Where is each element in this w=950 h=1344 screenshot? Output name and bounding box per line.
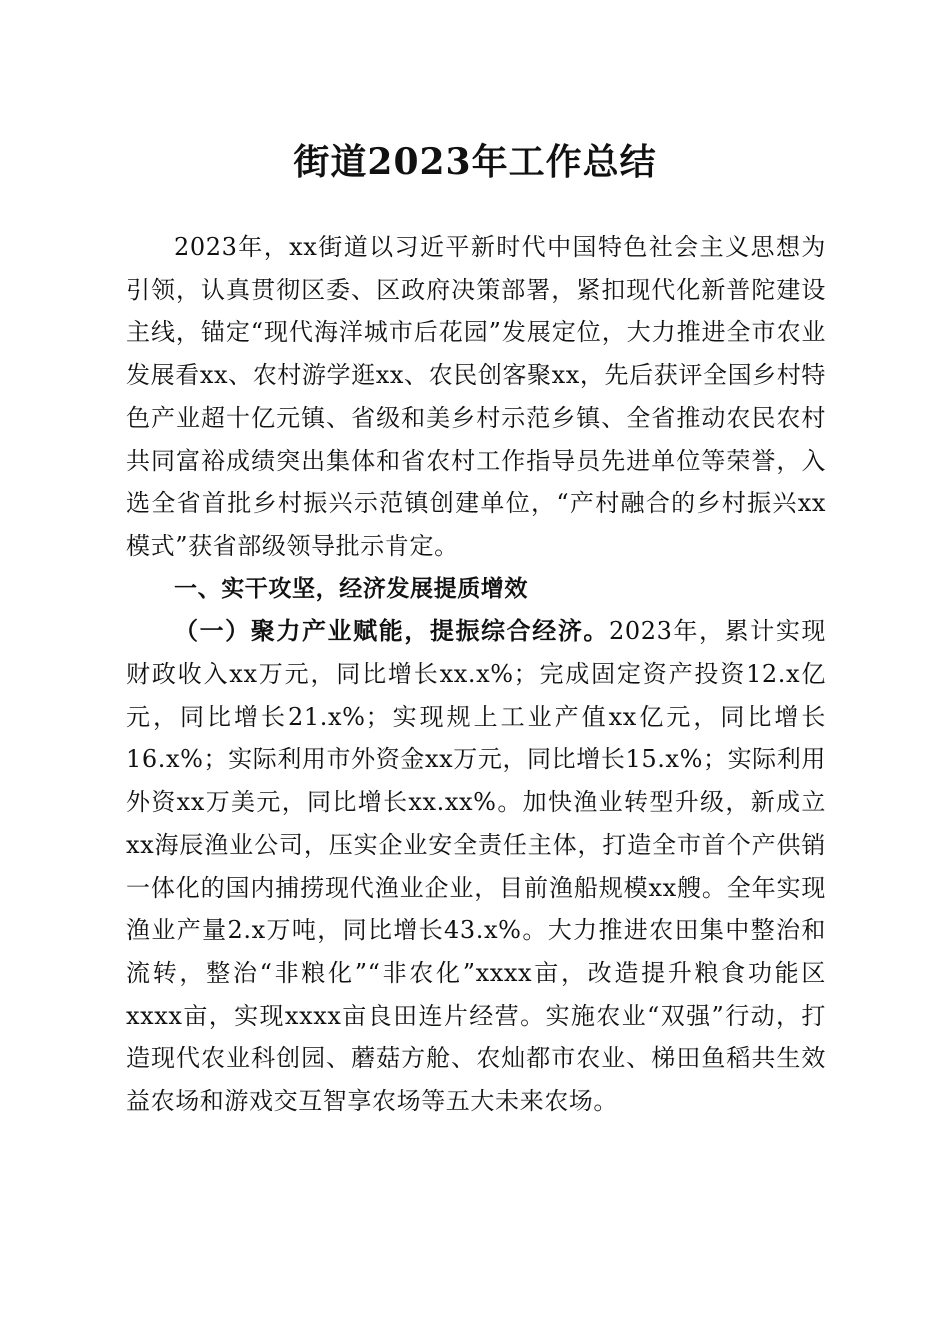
section-heading: 一、实干攻坚，经济发展提质增效 bbox=[174, 575, 528, 602]
document-body bbox=[126, 226, 826, 1123]
subsection-text: 2023年，累计实现财政收入xx万元，同比增长xx.x%；完成固定资产投资12.x亿元，同比增长21.x%；实现规上工业产值xx亿元，同比增长16.x%；实际利用市外资金xx万元，同比增长15.x%；实际利用外资xx万美元，同比增长xx.xx%。加快渔业转型升级，新成立xx海辰渔业公司，压实企业安全责任主体，打造全市首个产供销一体化的国内捕捞现代渔业企业，目前渔船规模xx艘。全年实现渔业产量2.x万吨，同比增长43.x%。大力推进农田集中整治和流转，整治“非粮化”“非农化”xxxx亩，改造提升粮食功能区xxxx亩，实现xxxx亩良田连片经营。实施农业“双强”行动，打造现代农业科创园、蘑菇方舱、农灿都市农业、梯田鱼稻共生效益农场和游戏交互智享农场等五大未来农场。 bbox=[126, 617, 827, 1116]
intro-paragraph: 2023年，xx街道以习近平新时代中国特色社会主义思想为引领，认真贯彻区委、区政府决策部署，紧扣现代化新普陀建设主线，锚定“现代海洋城市后花园”发展定位，大力推进全市农业发展看xx、农村游学逛xx、农民创客聚xx，先后获评全国乡村特色产业超十亿元镇、省级和美乡村示范乡镇、全省推动农民农村共同富裕成绩突出集体和省农村工作指导员先进单位等荣誉，入选全省首批乡村振兴示范镇创建单位，“产村融合的乡村振兴xx模式”获省部级领导批示肯定。 bbox=[126, 233, 826, 560]
subsection-heading: （一）聚力产业赋能，提振综合经济。 bbox=[174, 616, 609, 646]
document-title: 街道2023年工作总结 bbox=[293, 141, 657, 183]
subsection-paragraph bbox=[126, 610, 826, 1122]
